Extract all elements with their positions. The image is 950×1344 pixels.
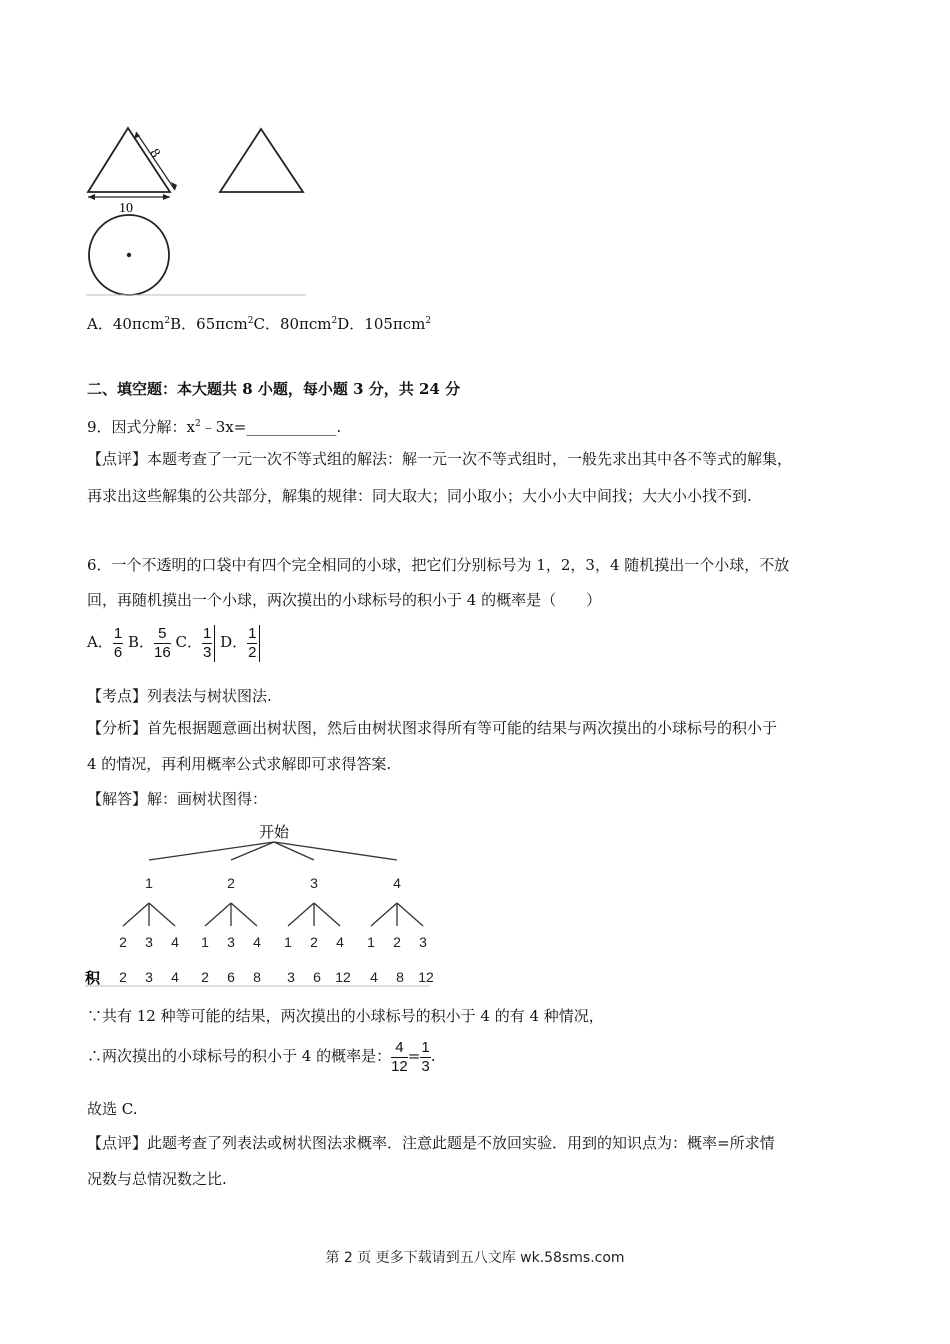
tree-root: 开始 — [258, 824, 290, 841]
tree-edge-level2 — [149, 903, 175, 926]
tree-edge-level2 — [371, 903, 397, 926]
tree-node-level2: 4 — [336, 934, 344, 950]
q6-option-a[interactable]: A． $\frac{1}{6}$ — [87, 624, 123, 661]
review1-line2: 再求出这些解集的公共部分，解集的规律：同大取大；同小取小；大小小大中间找；大大小小找不到. — [87, 487, 752, 505]
tree-edge-level2 — [205, 903, 231, 926]
q6-line1: 6．一个不透明的口袋中有四个完全相同的小球，把它们分别标号为 1，2，3，4 随机摸出一个小球，不放 — [87, 556, 790, 574]
tree-diagram — [85, 820, 435, 990]
tree-node-level2: 4 — [171, 934, 179, 950]
q8-option-b[interactable]: B．65πcm — [170, 315, 248, 333]
q6-option-c[interactable]: C． $\frac{1}{3}$ — [175, 633, 215, 651]
tree-product: 8 — [396, 969, 404, 985]
review1-line1: 【点评】本题考查了一元一次不等式组的解法：解一元一次不等式组时，一般先求出其中各不等式的解集， — [87, 450, 793, 468]
q8-option-a[interactable]: A．40πcm — [87, 315, 165, 333]
tree-edge-level2 — [397, 903, 423, 926]
tree-node-level2: 3 — [227, 934, 235, 950]
side-dimension-arrow — [136, 132, 175, 190]
choose-line: 故选 C. — [87, 1100, 138, 1118]
jieda: 【解答】解：画树状图得： — [87, 790, 268, 808]
tree-edge-root-1 — [149, 842, 274, 860]
tree-node-level1: 3 — [310, 875, 318, 891]
fenxi-line1: 【分析】首先根据题意画出树状图，然后由树状图求得所有等可能的结果与两次摸出的小球标号的积小于 — [87, 719, 778, 737]
tree-product: 4 — [171, 969, 179, 985]
tree-edge-level2 — [314, 903, 340, 926]
fenxi-line2: 4 的情况，再利用概率公式求解即可求得答案. — [87, 755, 392, 773]
second-triangle — [220, 129, 303, 192]
circle-center-dot — [127, 253, 131, 257]
tree-product: 2 — [119, 969, 127, 985]
tree-edge-level2 — [288, 903, 314, 926]
tree-node-level2: 1 — [367, 934, 375, 950]
product-label: 积 — [85, 970, 101, 987]
q6-line2: 回，再随机摸出一个小球，两次摸出的小球标号的积小于 4 的概率是（ ） — [87, 591, 602, 609]
q9: 9．因式分解：$x^2﹣3x=\_\_\_\_\_\_\_\_\_\_\_\_$. — [87, 418, 342, 436]
tree-node-level2: 1 — [201, 934, 209, 950]
tree-node-level2: 2 — [393, 934, 401, 950]
q6-option-d[interactable]: D． $\frac{1}{2}$ — [220, 633, 260, 651]
section2-title: 二、填空题：本大题共 8 小题，每小题 3 分，共 24 分 — [87, 380, 461, 398]
tree-edge-level2 — [123, 903, 149, 926]
tree-node-level2: 3 — [419, 934, 427, 950]
tree-edge-level2 — [231, 903, 257, 926]
geometry-figure — [84, 124, 309, 299]
side-label: 8 — [146, 146, 163, 161]
tree-node-level2: 2 — [119, 934, 127, 950]
tree-node-level2: 3 — [145, 934, 153, 950]
tree-node-level1: 1 — [145, 875, 153, 891]
tree-product: 3 — [287, 969, 295, 985]
therefore-line: ∴两次摸出的小球标号的积小于 4 的概率是： $\frac{4}{12}$ = $\frac{1}{3}$ . — [87, 1038, 436, 1075]
tree-node-level2: 1 — [284, 934, 292, 950]
q8-options: A．40πcm$^2$B．65πcm$^2$C．80πcm$^2$D．105πcm$^2$ — [87, 315, 432, 333]
tree-product: 3 — [145, 969, 153, 985]
base-label: 10 — [119, 201, 133, 216]
review2-line1: 【点评】此题考查了列表法或树状图法求概率．注意此题是不放回实验．用到的知识点为：概率=所求情 — [87, 1134, 775, 1152]
tree-node-level1: 2 — [227, 875, 235, 891]
tree-product: 4 — [370, 969, 378, 985]
tree-product: 12 — [335, 969, 351, 985]
q8-option-c[interactable]: C．80πcm — [253, 315, 332, 333]
tree-product: 6 — [227, 969, 235, 985]
review2-line2: 况数与总情况数之比. — [87, 1170, 227, 1188]
because-line: ∵共有 12 种等可能的结果，两次摸出的小球标号的积小于 4 的有 4 种情况， — [87, 1007, 604, 1025]
q9-answer-blank[interactable]: ____________ — [246, 418, 337, 436]
q6-options — [87, 622, 260, 662]
tree-product: 12 — [418, 969, 434, 985]
page-footer: 第 2 页 更多下载请到五八文库 wk.58sms.com — [325, 1250, 625, 1266]
cone-side-triangle — [88, 128, 170, 192]
q8-option-d[interactable]: D．105πcm — [337, 315, 426, 333]
kaodian: 【考点】列表法与树状图法. — [87, 687, 272, 705]
tree-node-level2: 4 — [253, 934, 261, 950]
tree-node-level1: 4 — [393, 875, 401, 891]
tree-product: 2 — [201, 969, 209, 985]
tree-product: 8 — [253, 969, 261, 985]
tree-product: 6 — [313, 969, 321, 985]
tree-node-level2: 2 — [310, 934, 318, 950]
q6-option-b[interactable]: B． $\frac{5}{16}$ — [127, 624, 171, 661]
